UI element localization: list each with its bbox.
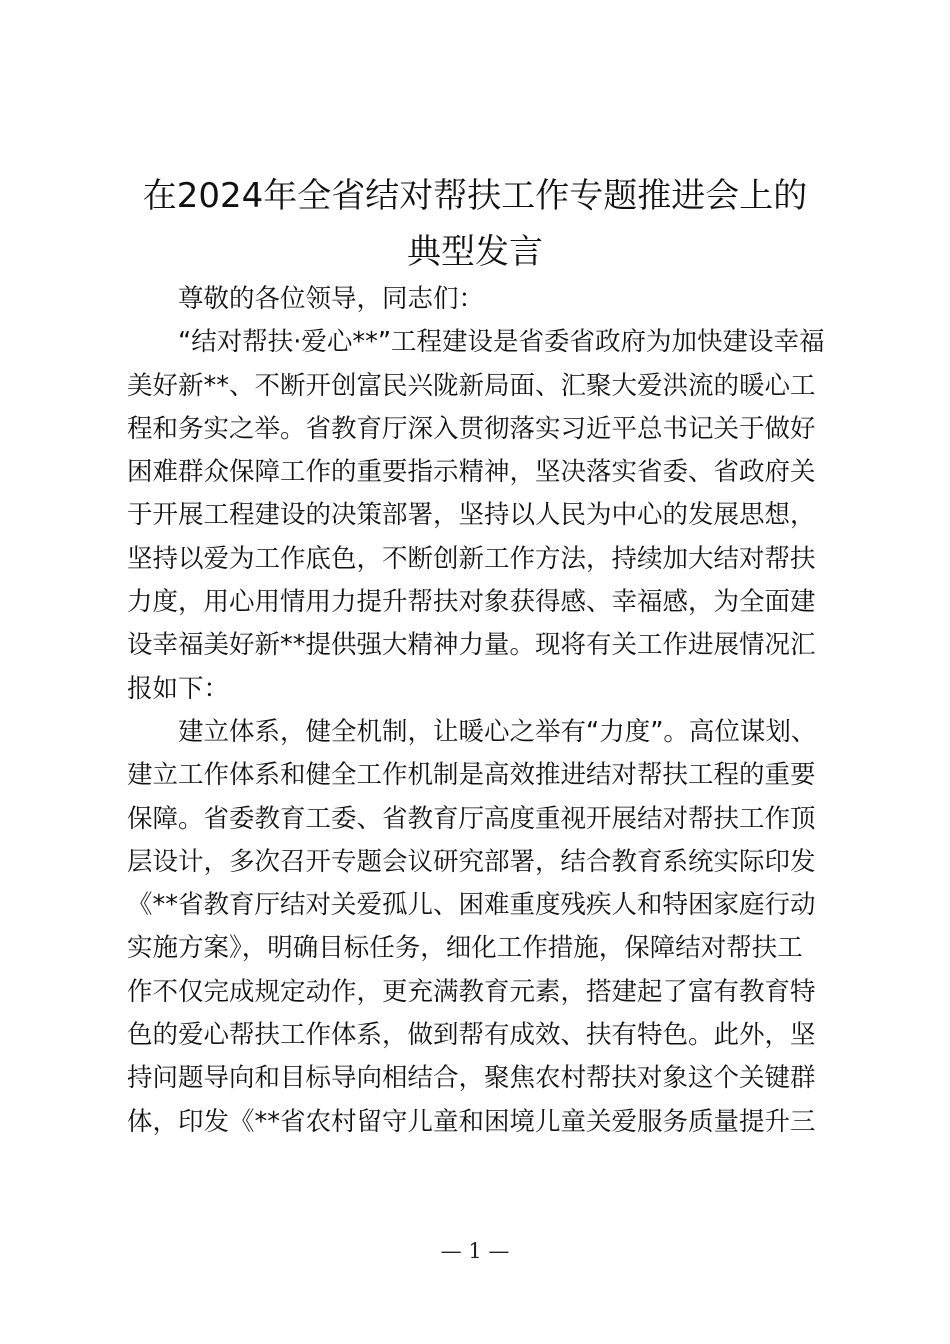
paragraph-line: “结对帮扶·爱心**”工程建设是省委省政府为加快建设幸福	[178, 327, 825, 358]
paragraph-line: 作不仅完成规定动作，更充满教育元素，搭建起了富有教育特	[127, 976, 816, 1007]
paragraph-line: 持问题导向和目标导向相结合，聚焦农村帮扶对象这个关键群	[127, 1063, 816, 1094]
paragraph-line: 于开展工程建设的决策部署，坚持以人民为中心的发展思想，	[127, 500, 816, 531]
paragraph-line: 力度，用心用情用力提升帮扶对象获得感、幸福感，为全面建	[127, 587, 816, 618]
salutation-line: 尊敬的各位领导，同志们：	[178, 284, 485, 314]
paragraph-line: 建立工作体系和健全工作机制是高效推进结对帮扶工程的重要	[127, 760, 816, 791]
document-body	[127, 278, 827, 1144]
paragraph-line: 美好新**、不断开创富民兴陇新局面、汇聚大爱洪流的暖心工	[127, 370, 816, 401]
paragraph-line: 程和务实之举。省教育厅深入贯彻落实习近平总书记关于做好	[127, 413, 816, 444]
paragraph-line: 保障。省委教育工委、省教育厅高度重视开展结对帮扶工作顶	[127, 803, 816, 834]
page-number: — 1 —	[440, 1239, 510, 1263]
paragraph-line: 色的爱心帮扶工作体系，做到帮有成效、扶有特色。此外，坚	[127, 1020, 816, 1051]
paragraph-line: 建立体系，健全机制，让暖心之举有“力度”。高位谋划、	[178, 716, 817, 747]
paragraph-line: 层设计，多次召开专题会议研究部署，结合教育系统实际印发	[127, 846, 816, 877]
paragraph-line: 《**省教育厅结对关爱孤儿、困难重度残疾人和特困家庭行动	[127, 890, 816, 921]
paragraph-line: 体，印发《**省农村留守儿童和困境儿童关爱服务质量提升三	[127, 1106, 816, 1137]
paragraph-line: 坚持以爱为工作底色，不断创新工作方法，持续加大结对帮扶	[127, 543, 816, 574]
paragraph-line: 困难群众保障工作的重要指示精神，坚决落实省委、省政府关	[127, 457, 816, 488]
paragraph-line: 报如下：	[127, 673, 230, 704]
title-line-2: 典型发言	[407, 232, 543, 272]
document-title	[120, 168, 830, 280]
title-line-1: 在2024年全省结对帮扶工作专题推进会上的	[142, 176, 808, 216]
paragraph-line: 实施方案》，明确目标任务，细化工作措施，保障结对帮扶工	[127, 933, 803, 964]
paragraph-line: 设幸福美好新**提供强大精神力量。现将有关工作进展情况汇	[127, 630, 816, 661]
